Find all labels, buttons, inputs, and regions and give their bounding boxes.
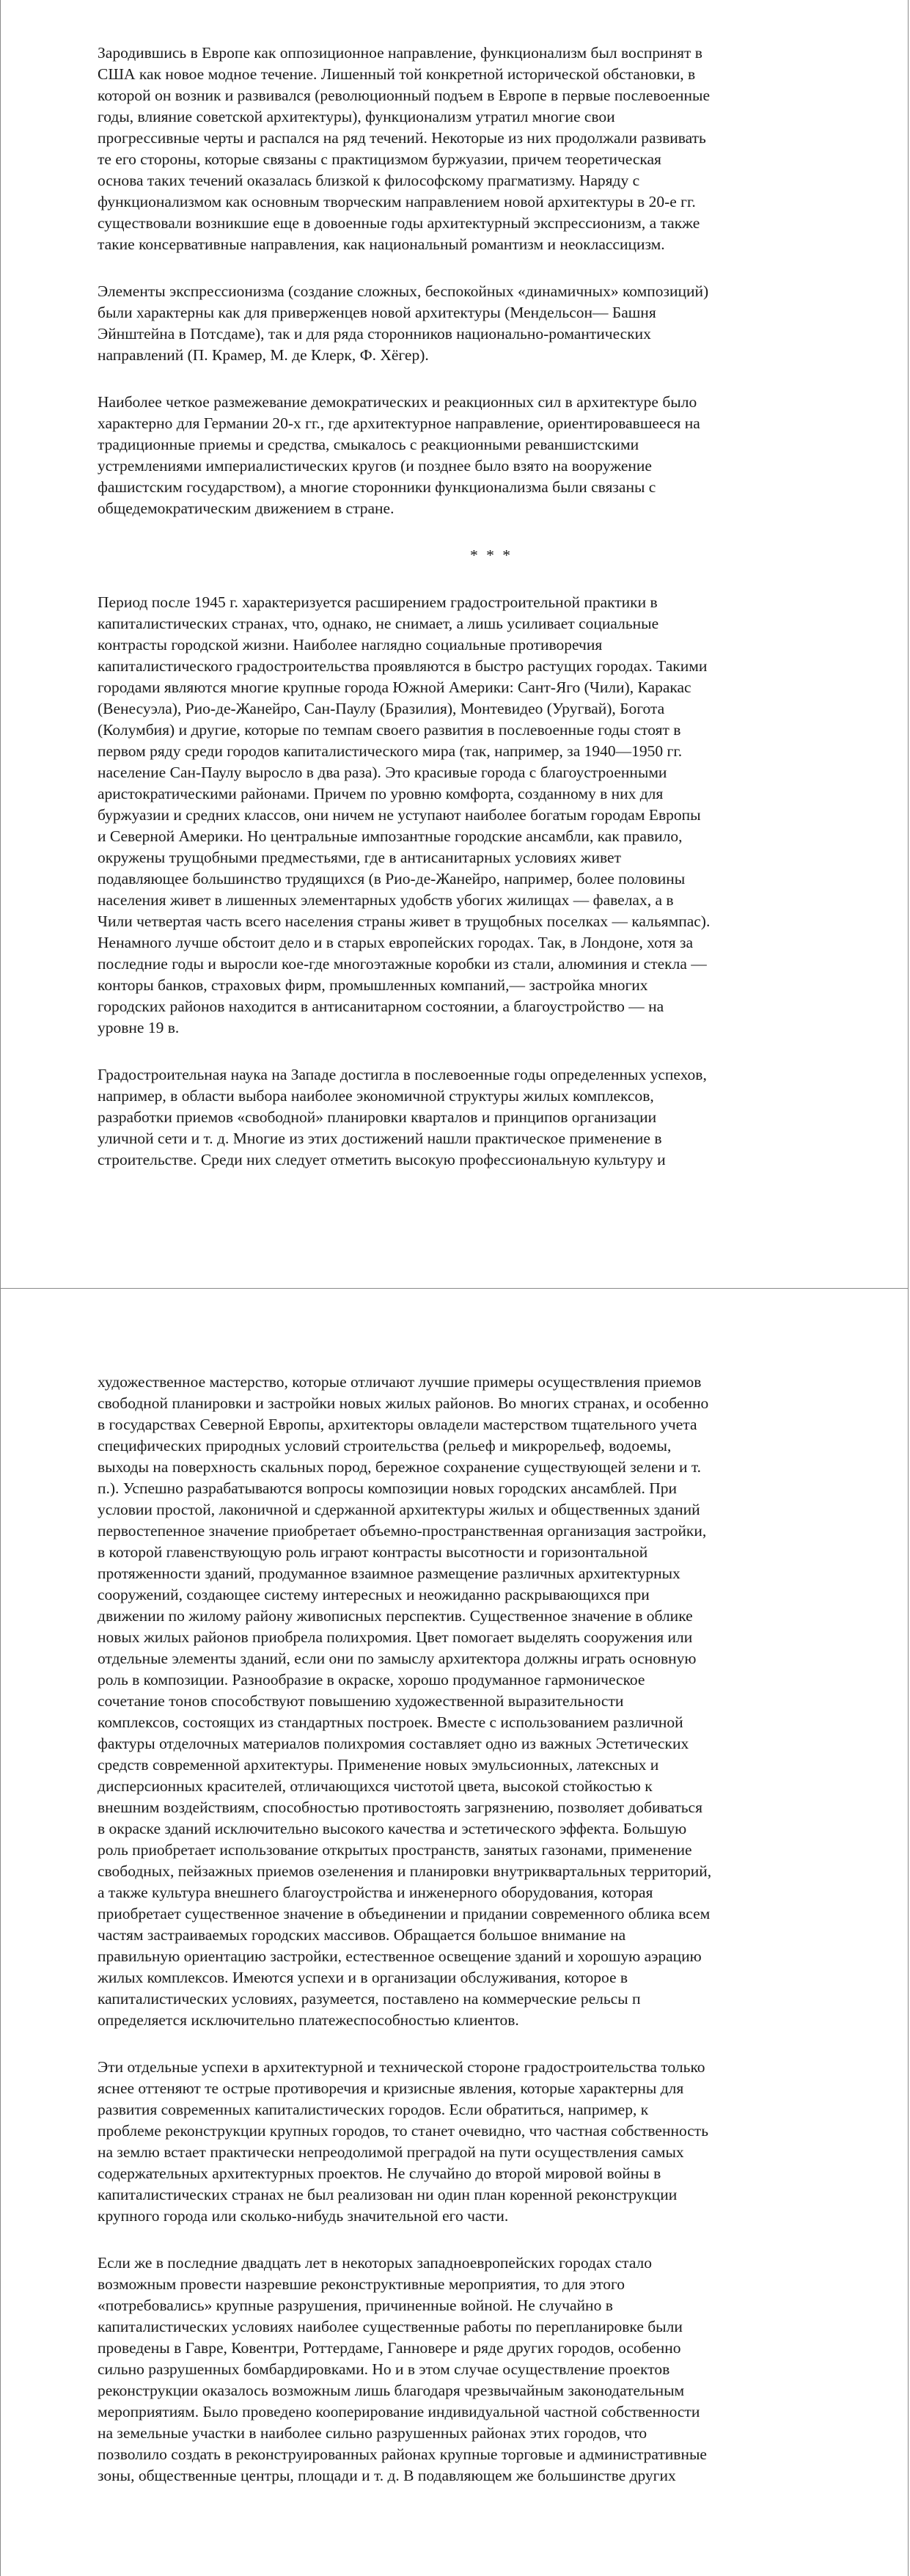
text-line: конторы банков, страховых фирм, промышленных компаний,— застройка многих xyxy=(98,976,648,994)
paragraph xyxy=(98,281,908,366)
text-line: аристократическими районами. Причем по уровню комфорта, созданному в них для xyxy=(98,785,664,802)
text-line: «потребовались» крупные разрушения, причиненные войной. Не случайно в xyxy=(98,2297,613,2314)
text-line: и Северной Америки. Но центральные импозантные городские ансамбли, как правило, xyxy=(98,827,683,845)
text-line: характерно для Германии 20-х гг., где архитектурное направление, ориентировавшееся на xyxy=(98,414,700,432)
text-line: Период после 1945 г. характеризуется расширением градостроительной практики в xyxy=(98,593,658,611)
text-line: сооружений, создающее систему интересных и неожиданно раскрывающихся при xyxy=(98,1586,650,1603)
text-line: капиталистических странах, что, однако, не снимает, а лишь усиливает социальные xyxy=(98,615,659,632)
text-line: зоны, общественные центры, площади и т. д. В подавляющем же большинстве других xyxy=(98,2467,676,2484)
text-line: уличной сети и т. д. Многие из этих достижений нашли практическое применение в xyxy=(98,1130,662,1147)
text-line: дисперсионных красителей, отличающихся чистотой цвета, высокой стойкостью к xyxy=(98,1777,653,1795)
paragraph-gap xyxy=(98,366,908,392)
text-line: те его стороны, которые связаны с практицизмом буржуазии, причем теоретическая xyxy=(98,150,661,168)
text-line: п.). Успешно разрабатываются вопросы композиции новых городских ансамблей. При xyxy=(98,1479,677,1497)
text-line: капиталистических условиях наиболее существенные работы по перепланировке были xyxy=(98,2318,683,2335)
text-line: прогрессивные черты и распался на ряд течений. Некоторые из них продолжали развивать xyxy=(98,129,706,147)
text-line: были характерны как для приверженцев новой архитектуры (Мендельсон— Башня xyxy=(98,304,656,321)
text-line: содержательных архитектурных проектов. Не случайно до второй мировой войны в xyxy=(98,2165,661,2182)
page-2-text xyxy=(98,1372,908,2487)
text-line: последние годы и выросли кое-где многоэтажные коробки из стали, алюминия и стекла — xyxy=(98,955,707,973)
text-line: проблеме реконструкции крупных городов, то станет очевидно, что частная собственность xyxy=(98,2122,708,2140)
text-line: капиталистических странах не был реализован ни один план коренной реконструкции xyxy=(98,2186,678,2203)
document-page-1 xyxy=(0,0,909,1289)
text-line: роль приобретает использование открытых пространств, занятых газонами, применение xyxy=(98,1841,692,1859)
text-line: уровне 19 в. xyxy=(98,1019,180,1036)
text-line: позволило создать в реконструированных районах крупные торговые и административные xyxy=(98,2445,707,2463)
text-line: фашистским государством), а многие сторонники функционализма были связаны с xyxy=(98,478,656,496)
text-line: направлений (П. Крамер, М. де Клерк, Ф. Хёгер). xyxy=(98,346,429,364)
text-line: специфических природных условий строительства (рельеф и микрорельеф, водоемы, xyxy=(98,1437,672,1455)
text-line: фактуры отделочных материалов полихромия составляет одно из важных Эстетических xyxy=(98,1735,689,1752)
text-line: Элементы экспрессионизма (создание сложных, беспокойных «динамичных» композиций) xyxy=(98,282,709,300)
text-line: приобретает существенное значение в объединении и придании современного облика всем xyxy=(98,1905,711,1922)
text-line: комплексов, состоящих из стандартных построек. Вместе с использованием различной xyxy=(98,1713,683,1731)
text-line: Эти отдельные успехи в архитектурной и технической стороне градостроительства только xyxy=(98,2058,705,2076)
paragraph-gap xyxy=(98,519,908,545)
paragraph xyxy=(98,43,908,255)
text-line: которой он возник и развивался (революционный подъем в Европе в первые послевоенные xyxy=(98,87,711,104)
text-line: крупного города или сколько-нибудь значительной его части. xyxy=(98,2207,509,2225)
text-line: существовали возникшие еще в довоенные годы архитектурный экспрессионизм, а также xyxy=(98,214,700,232)
text-line: строительстве. Среди них следует отметить высокую профессиональную культуру и xyxy=(98,1151,666,1168)
text-line: движении по жилому району живописных перспектив. Существенное значение в облике xyxy=(98,1607,693,1625)
text-line: Зародившись в Европе как оппозиционное направление, функционализм был воспринят в xyxy=(98,44,702,62)
text-line: основа таких течений оказалась близкой к философскому прагматизму. Наряду с xyxy=(98,172,640,189)
paragraph xyxy=(98,592,908,1039)
text-line: а также культура внешнего благоустройства и инженерного оборудования, которая xyxy=(98,1884,653,1901)
text-line: мероприятиям. Было проведено кооперирование индивидуальной частной собственности xyxy=(98,2403,700,2421)
text-line: например, в области выбора наиболее экономичной структуры жилых комплексов, xyxy=(98,1087,654,1105)
text-line: населения живет в лишенных элементарных удобств убогих жилищах — фавелах, а в xyxy=(98,891,674,909)
text-line: Ненамного лучше обстоит дело и в старых европейских городах. Так, в Лондоне, хотя за xyxy=(98,934,694,951)
paragraph-gap xyxy=(98,255,908,281)
text-line: (Колумбия) и другие, которые по темпам своего развития в послевоенные годы стоят в xyxy=(98,721,681,739)
text-line: капиталистического градостроительства проявляются в быстро растущих городах. Такими xyxy=(98,657,708,675)
text-line: первостепенное значение приобретает объемно-пространственная организация застройки, xyxy=(98,1522,707,1540)
text-line: реконструкции оказалось возможным лишь благодаря чрезвычайным законодательным xyxy=(98,2382,685,2399)
text-line: Чили четвертая часть всего населения страны живет в трущобных поселках — кальямпас). xyxy=(98,912,711,930)
text-line: жилых комплексов. Имеются успехи и в организации обслуживания, которое в xyxy=(98,1969,628,1986)
text-line: городских районов находится в антисанитарном состоянии, а благоустройство — на xyxy=(98,998,664,1015)
text-line: окружены трущобными предместьями, где в антисанитарных условиях живет xyxy=(98,849,621,866)
paragraph xyxy=(98,392,908,519)
text-line: условии простой, лаконичной и сдержанной архитектуры жилых и общественных зданий xyxy=(98,1501,700,1518)
text-line: новых жилых районов приобрела полихромия. Цвет помогает выделять сооружения или xyxy=(98,1628,693,1646)
paragraph xyxy=(98,1064,908,1171)
text-line: сильно разрушенных бомбардировками. Но и в этом случае осуществление проектов xyxy=(98,2360,670,2378)
text-line: Градостроительная наука на Западе достигла в послевоенные годы определенных успехов, xyxy=(98,1066,707,1083)
text-line: разработки приемов «свободной» планировки кварталов и принципов организации xyxy=(98,1108,657,1126)
paragraph-gap xyxy=(98,2227,908,2253)
text-line: определяется исключительно платежеспособностью клиентов. xyxy=(98,2011,519,2029)
text-line: яснее оттеняют те острые противоречия и кризисные явления, которые характерны для xyxy=(98,2079,684,2097)
section-separator: * * * xyxy=(470,546,513,564)
text-line: население Сан-Паулу выросло в два раза). Это красивые города с благоустроенными xyxy=(98,764,667,781)
text-line: проведены в Гавре, Ковентри, Роттердаме, Ганновере и ряде других городов, особенно xyxy=(98,2339,681,2357)
text-line: традиционные приемы и средства, смыкалось с реакционными реваншистскими xyxy=(98,436,639,453)
text-line: на землю встает практически непреодолимой преградой на пути осуществления самых xyxy=(98,2143,684,2161)
text-line: выходы на поверхность скальных пород, бережное сохранение существующей зелени и т. xyxy=(98,1458,701,1476)
text-line: Если же в последние двадцать лет в некоторых западноевропейских городах стало xyxy=(98,2254,653,2272)
text-line: функционализмом как основным творческим направлением новой архитектуры в 20-е гг. xyxy=(98,193,696,211)
text-line: устремлениями империалистических кругов (и позднее было взято на вооружение xyxy=(98,457,652,475)
text-line: контрасты городской жизни. Наиболее наглядно социальные противоречия xyxy=(98,636,603,654)
text-line: на земельные участки в наиболее сильно разрушенных районах этих городов, что xyxy=(98,2424,647,2442)
text-line: внешним воздействиям, способностью противостоять загрязнению, позволяет добиваться xyxy=(98,1799,702,1816)
text-line: первом ряду среди городов капиталистического мира (так, например, за 1940—1950 гг. xyxy=(98,742,683,760)
text-line: развития современных капиталистических городов. Если обратиться, например, к xyxy=(98,2101,649,2118)
text-line: свободных, пейзажных приемов озеленения и планировки внутриквартальных территорий, xyxy=(98,1862,712,1880)
text-line: Эйнштейна в Потсдаме), так и для ряда сторонников национально-романтических xyxy=(98,325,651,343)
text-line: США как новое модное течение. Лишенный той конкретной исторической обстановки, в xyxy=(98,65,696,83)
text-line: роль в композиции. Разнообразие в окраске, хорошо продуманное гармоническое xyxy=(98,1671,645,1688)
text-line: такие консервативные направления, как национальный романтизм и неоклассицизм. xyxy=(98,235,665,253)
text-line: сочетание тонов способствуют повышению художественной выразительности xyxy=(98,1692,624,1710)
text-line: свободной планировки и застройки новых жилых районов. Во многих странах, и особенно xyxy=(98,1394,709,1412)
paragraph-gap xyxy=(98,1039,908,1064)
text-line: в которой главенствующую роль играют контрасты высотности и горизонтальной xyxy=(98,1543,648,1561)
text-line: художественное мастерство, которые отличают лучшие примеры осуществления приемов xyxy=(98,1373,702,1391)
paragraph xyxy=(98,2057,908,2227)
text-line: отдельные элементы зданий, если они по замыслу архитектора должны играть основную xyxy=(98,1650,697,1667)
paragraph xyxy=(98,2253,908,2487)
text-line: буржуазии и средних классов, они ничем не уступают наиболее богатым городам Европы xyxy=(98,806,701,824)
text-line: правильную ориентацию застройки, естественное освещение зданий и хорошую аэрацию xyxy=(98,1947,702,1965)
paragraph-gap xyxy=(98,2031,908,2057)
paragraph-gap xyxy=(98,566,908,592)
text-line: в государствах Северной Европы, архитекторы овладели мастерством тщательного учета xyxy=(98,1416,697,1433)
paragraph xyxy=(98,1372,908,2031)
text-line: возможным провести назревшие реконструктивные мероприятия, то для этого xyxy=(98,2275,625,2293)
text-line: Наиболее четкое размежевание демократических и реакционных сил в архитектуре было xyxy=(98,393,697,411)
text-line: в окраске зданий исключительно высокого качества и эстетического эффекта. Большую xyxy=(98,1820,687,1837)
page-1-text xyxy=(98,43,908,1171)
text-line: капиталистических условиях, разумеется, поставлено на коммерческие рельсы п xyxy=(98,1990,641,2008)
document-page-2 xyxy=(0,1288,909,2576)
text-line: подавляющее большинство трудящихся (в Рио-де-Жанейро, например, более половины xyxy=(98,870,686,888)
text-line: общедемократическим движением в стране. xyxy=(98,500,395,517)
text-line: (Венесуэла), Рио-де-Жанейро, Сан-Паулу (Бразилия), Монтевидео (Уругвай), Богота xyxy=(98,700,665,717)
text-line: средств современной архитектуры. Применение новых эмульсионных, латексных и xyxy=(98,1756,659,1774)
text-line: протяженности зданий, продуманное взаимное размещение различных архитектурных xyxy=(98,1565,680,1582)
text-line: годы, влияние советской архитектуры), функционализм утратил многие свои xyxy=(98,108,615,125)
text-line: городами являются многие крупные города Южной Америки: Сант-Яго (Чили), Каракас xyxy=(98,678,691,696)
text-line: частям застраиваемых городских массивов. Обращается большое внимание на xyxy=(98,1926,626,1944)
